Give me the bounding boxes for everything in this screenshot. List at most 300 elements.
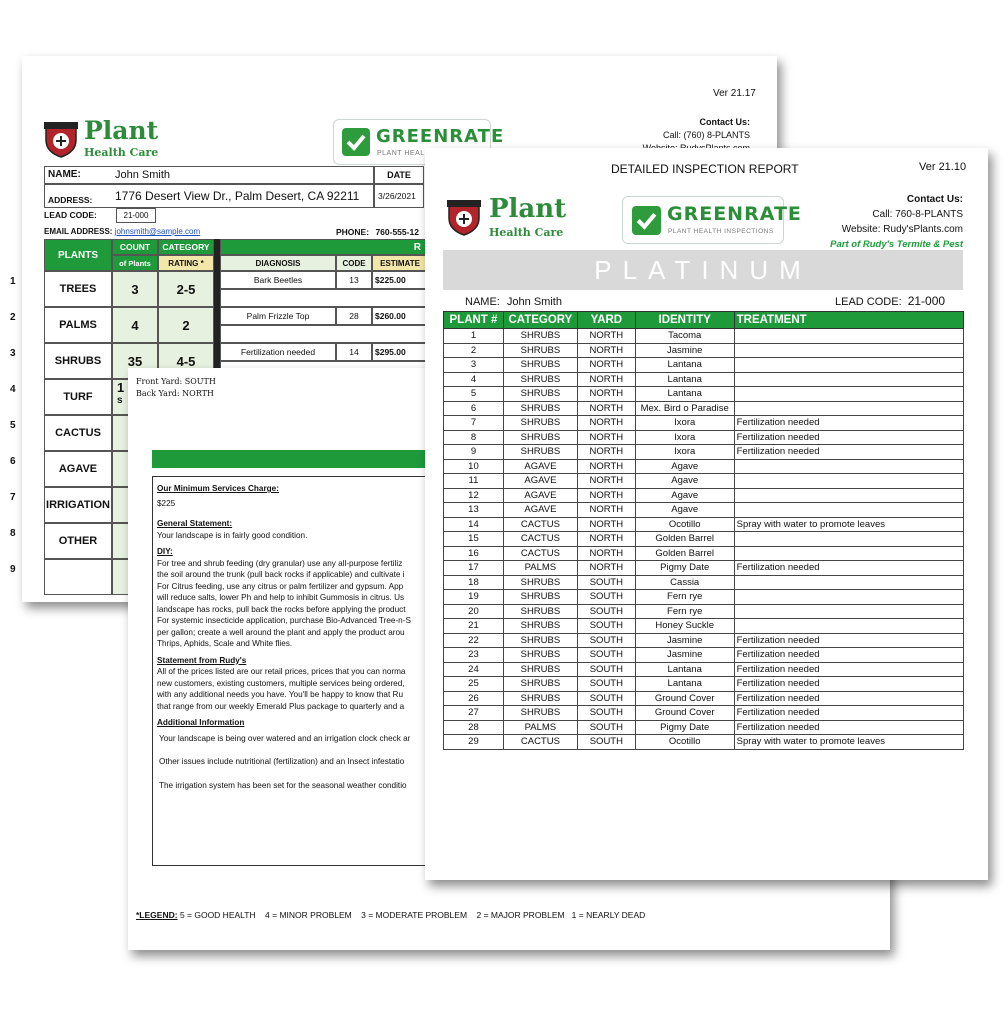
category-cell: SHRUBS xyxy=(503,677,577,692)
back-logo-sub: Health Care xyxy=(84,146,159,159)
yard-cell: NORTH xyxy=(577,474,635,489)
plant-number-cell: 5 xyxy=(444,387,504,402)
yard-cell: NORTH xyxy=(577,445,635,460)
plant-number-cell: 1 xyxy=(444,329,504,344)
diy-line: For tree and shrub feeding (dry granular) use any all-purpose fertiliz xyxy=(157,558,403,568)
identity-cell: Ocotillo xyxy=(635,735,734,750)
treatment-cell: Fertilization needed xyxy=(734,720,963,735)
table-row xyxy=(444,329,964,344)
col-plants: PLANTS xyxy=(44,239,112,271)
col-diagnosis: DIAGNOSIS xyxy=(220,255,336,271)
back-contact-call: Call: (760) 8-PLANTS xyxy=(662,130,750,140)
plant-count-cell: 35 xyxy=(112,343,158,379)
estimate-cell: $260.00 xyxy=(372,307,428,325)
table-row xyxy=(444,546,964,561)
identity-cell: Lantana xyxy=(635,358,734,373)
treatment-cell xyxy=(734,387,963,402)
date-row xyxy=(374,184,424,208)
table-row xyxy=(444,445,964,460)
category-cell: SHRUBS xyxy=(503,343,577,358)
plant-type-cell: TREES xyxy=(44,271,112,307)
plant-number-cell: 4 xyxy=(444,372,504,387)
blank-cell xyxy=(220,289,428,307)
table-row xyxy=(444,517,964,532)
code-cell: 28 xyxy=(336,307,372,325)
category-cell: SHRUBS xyxy=(503,619,577,634)
column-header: TREATMENT xyxy=(734,312,963,329)
category-cell: SHRUBS xyxy=(503,590,577,605)
diy-line: the soil around the trunk (pull back rocks if applicable) and cultivate i xyxy=(157,570,405,579)
date-header xyxy=(374,166,424,184)
table-row xyxy=(444,488,964,503)
plant-number-cell: 29 xyxy=(444,735,504,750)
plant-number-cell: 28 xyxy=(444,720,504,735)
code-cell: 14 xyxy=(336,343,372,361)
plant-type-cell: CACTUS xyxy=(44,415,112,451)
row-number: 2 xyxy=(10,312,16,323)
diagnosis-cell: Palm Frizzle Top xyxy=(220,307,336,325)
front-report-sheet xyxy=(425,148,988,880)
identity-cell: Mex. Bird o Paradise xyxy=(635,401,734,416)
email-link[interactable]: johnsmith@sample.com xyxy=(114,227,201,236)
phone-row xyxy=(336,227,419,237)
treatment-cell: Spray with water to promote leaves xyxy=(734,517,963,532)
table-row xyxy=(444,735,964,750)
front-company-logo xyxy=(447,196,577,242)
rating-cell: 2-5 xyxy=(158,271,214,307)
plant-number-cell: 20 xyxy=(444,604,504,619)
yard-cell: NORTH xyxy=(577,488,635,503)
yard-cell: NORTH xyxy=(577,358,635,373)
plant-number-cell: 11 xyxy=(444,474,504,489)
plant-number-cell: 23 xyxy=(444,648,504,663)
yard-cell: SOUTH xyxy=(577,706,635,721)
yard-cell: NORTH xyxy=(577,343,635,358)
treatment-cell: Spray with water to promote leaves xyxy=(734,735,963,750)
category-cell: SHRUBS xyxy=(503,416,577,431)
yard-orientation xyxy=(136,376,216,400)
additional-line: The irrigation system has been set for the seasonal weather conditio xyxy=(159,780,407,790)
plant-number-cell: 19 xyxy=(444,590,504,605)
identity-cell: Agave xyxy=(635,474,734,489)
diagnosis-cell: Fertilization needed xyxy=(220,343,336,361)
treatment-cell xyxy=(734,474,963,489)
turf-count-extra: s xyxy=(117,395,123,406)
category-cell: SHRUBS xyxy=(503,329,577,344)
treatment-cell xyxy=(734,503,963,518)
table-row xyxy=(444,532,964,547)
identity-cell: Agave xyxy=(635,459,734,474)
check-icon xyxy=(342,128,370,156)
table-row xyxy=(444,619,964,634)
diy-line: For systemic insecticide application, purchase Bio-Advanced Tree-n-S xyxy=(157,616,411,625)
category-cell: SHRUBS xyxy=(503,445,577,460)
rudys-badge-icon xyxy=(44,118,78,158)
treatment-cell xyxy=(734,575,963,590)
category-cell: SHRUBS xyxy=(503,604,577,619)
rudys-title: Statement from Rudy's xyxy=(157,655,247,665)
category-cell: SHRUBS xyxy=(503,372,577,387)
treatment-cell xyxy=(734,358,963,373)
table-row xyxy=(444,459,964,474)
table-row xyxy=(444,358,964,373)
diy-line: landscape has rocks, pull back the rocks before applying the product xyxy=(157,604,406,614)
blank-cell xyxy=(220,325,428,343)
legend xyxy=(136,910,645,920)
row-number: 4 xyxy=(10,384,16,395)
tier-banner: PLATINUM xyxy=(443,250,963,290)
category-cell: CACTUS xyxy=(503,735,577,750)
category-cell: SHRUBS xyxy=(503,648,577,663)
name-label: NAME: xyxy=(48,169,81,180)
table-row xyxy=(444,633,964,648)
front-name xyxy=(465,296,562,308)
yard-cell: SOUTH xyxy=(577,575,635,590)
treatment-cell: Fertilization needed xyxy=(734,691,963,706)
inspection-table-header xyxy=(444,312,964,329)
plant-number-cell: 14 xyxy=(444,517,504,532)
plant-number-cell: 3 xyxy=(444,358,504,373)
phone-label: PHONE: xyxy=(336,227,370,237)
identity-cell: Fern rye xyxy=(635,590,734,605)
yard-cell: NORTH xyxy=(577,517,635,532)
additional-line: Other issues include nutritional (fertilization) and an Insect infestatio xyxy=(159,757,405,766)
rudys-line: that range from our weekly Emerald Plus package to quarterly and a xyxy=(157,701,405,711)
yard-cell: NORTH xyxy=(577,532,635,547)
yard-cell: SOUTH xyxy=(577,691,635,706)
category-cell: SHRUBS xyxy=(503,691,577,706)
back-yard-text: Back Yard: NORTH xyxy=(136,389,214,398)
identity-cell: Ixora xyxy=(635,430,734,445)
plant-number-cell: 6 xyxy=(444,401,504,416)
treatment-cell xyxy=(734,343,963,358)
plant-number-cell: 10 xyxy=(444,459,504,474)
yard-cell: NORTH xyxy=(577,372,635,387)
inspection-table xyxy=(443,311,964,750)
front-name-label: NAME: xyxy=(465,296,500,308)
table-row xyxy=(444,430,964,445)
col-rating: RATING * xyxy=(158,255,214,271)
yard-cell: SOUTH xyxy=(577,604,635,619)
column-header: CATEGORY xyxy=(503,312,577,329)
rudys-badge-icon xyxy=(447,196,481,236)
row-number: 8 xyxy=(10,528,16,539)
plant-number-cell: 27 xyxy=(444,706,504,721)
category-cell: CACTUS xyxy=(503,517,577,532)
plant-count-cell: 3 xyxy=(112,271,158,307)
back-contact-title: Contact Us: xyxy=(699,117,750,127)
address-row xyxy=(44,184,374,208)
identity-cell: Ground Cover xyxy=(635,706,734,721)
identity-cell: Ground Cover xyxy=(635,691,734,706)
col-category: CATEGORY xyxy=(158,239,214,255)
identity-cell: Lantana xyxy=(635,662,734,677)
legend-text: 5 = GOOD HEALTH 4 = MINOR PROBLEM 3 = MODERATE PROBLEM 2 = MAJOR PROBLEM 1 = NEARLY DEAD xyxy=(179,910,646,920)
identity-cell: Agave xyxy=(635,503,734,518)
row-number: 1 xyxy=(10,276,16,287)
column-header: YARD xyxy=(577,312,635,329)
plant-type-cell: PALMS xyxy=(44,307,112,343)
general-text: Your landscape is in fairly good condition. xyxy=(157,530,308,540)
row-number: 6 xyxy=(10,456,16,467)
table-row xyxy=(444,677,964,692)
lead-label: LEAD CODE: xyxy=(44,210,97,220)
back-greenrate-text: GREENRATE xyxy=(376,126,505,147)
treatment-cell xyxy=(734,604,963,619)
plant-number-cell: 24 xyxy=(444,662,504,677)
front-lead-label: LEAD CODE: xyxy=(835,296,902,308)
diy-line: per gallon; create a well around the plant and apply the product arou xyxy=(157,627,405,637)
row-number: 7 xyxy=(10,492,16,503)
date-value: 3/26/2021 xyxy=(378,191,416,201)
column-header: IDENTITY xyxy=(635,312,734,329)
table-row xyxy=(444,503,964,518)
yard-cell: NORTH xyxy=(577,387,635,402)
front-greenrate-text: GREENRATE xyxy=(667,203,802,225)
diy-line: will reduce salts, lower Ph and help to inhibit Gummosis in citrus. Us xyxy=(157,593,405,602)
front-contact-call: Call: 760-8-PLANTS xyxy=(872,209,963,220)
plant-number-cell: 17 xyxy=(444,561,504,576)
back-logo-word: Plant xyxy=(84,116,159,145)
identity-cell: Tacoma xyxy=(635,329,734,344)
yard-cell: SOUTH xyxy=(577,662,635,677)
back-company-logo xyxy=(44,118,174,164)
yard-cell: SOUTH xyxy=(577,735,635,750)
col-count-sub: of Plants xyxy=(112,255,158,271)
front-greenrate-logo xyxy=(622,196,802,244)
additional-title: Additional Information xyxy=(157,718,245,727)
additional-line: Your landscape is being over watered and an irrigation clock check ar xyxy=(159,733,411,743)
category-cell: AGAVE xyxy=(503,488,577,503)
treatment-cell xyxy=(734,372,963,387)
yard-cell: NORTH xyxy=(577,561,635,576)
yard-cell: SOUTH xyxy=(577,590,635,605)
plant-number-cell: 18 xyxy=(444,575,504,590)
yard-cell: NORTH xyxy=(577,546,635,561)
plant-type-cell: OTHER xyxy=(44,523,112,559)
identity-cell: Cassia xyxy=(635,575,734,590)
yard-cell: NORTH xyxy=(577,416,635,431)
back-greenrate-sub: PLANT HEAL xyxy=(377,150,425,157)
plant-number-cell: 13 xyxy=(444,503,504,518)
table-row xyxy=(444,401,964,416)
front-name-value: John Smith xyxy=(506,296,562,308)
col-estimate: ESTIMATE xyxy=(372,255,428,271)
table-row xyxy=(444,575,964,590)
row-number: 5 xyxy=(10,420,16,431)
back-version: Ver 21.17 xyxy=(713,88,756,99)
yard-cell: SOUTH xyxy=(577,633,635,648)
treatment-cell xyxy=(734,590,963,605)
identity-cell: Jasmine xyxy=(635,633,734,648)
category-cell: SHRUBS xyxy=(503,706,577,721)
identity-cell: Golden Barrel xyxy=(635,532,734,547)
general-title: General Statement: xyxy=(157,519,233,528)
plant-number-cell: 8 xyxy=(444,430,504,445)
identity-cell: Fern rye xyxy=(635,604,734,619)
front-contact-part: Part of Rudy's Termite & Pest xyxy=(830,239,963,250)
legend-label: *LEGEND: xyxy=(136,910,178,920)
col-code: CODE xyxy=(336,255,372,271)
front-version: Ver 21.10 xyxy=(919,161,967,173)
plant-type-cell xyxy=(44,559,112,595)
category-cell: SHRUBS xyxy=(503,401,577,416)
table-row xyxy=(444,561,964,576)
diagnosis-cell: Bark Beetles xyxy=(220,271,336,289)
plant-type-cell: SHRUBS xyxy=(44,343,112,379)
min-charge-value: $225 xyxy=(157,498,176,508)
rudys-line: All of the prices listed are our retail prices, prices that you can norma xyxy=(157,667,406,676)
category-cell: AGAVE xyxy=(503,503,577,518)
plant-number-cell: 9 xyxy=(444,445,504,460)
address-label: ADDRESS: xyxy=(48,195,93,205)
col-r-header: R xyxy=(220,239,470,255)
column-header: PLANT # xyxy=(444,312,504,329)
front-logo-word: Plant xyxy=(489,194,567,224)
table-row xyxy=(444,662,964,677)
category-cell: SHRUBS xyxy=(503,633,577,648)
plant-number-cell: 25 xyxy=(444,677,504,692)
table-row xyxy=(444,648,964,663)
lead-value: 21-000 xyxy=(116,208,156,223)
treatment-cell xyxy=(734,546,963,561)
category-cell: PALMS xyxy=(503,561,577,576)
identity-cell: Golden Barrel xyxy=(635,546,734,561)
front-contact xyxy=(787,192,963,252)
treatment-cell: Fertilization needed xyxy=(734,706,963,721)
identity-cell: Lantana xyxy=(635,677,734,692)
treatment-cell: Fertilization needed xyxy=(734,648,963,663)
check-icon xyxy=(632,206,661,235)
table-row xyxy=(444,416,964,431)
yard-cell: SOUTH xyxy=(577,648,635,663)
rating-cell: 2 xyxy=(158,307,214,343)
row-number: 9 xyxy=(10,564,16,575)
plant-type-cell: AGAVE xyxy=(44,451,112,487)
yard-cell: NORTH xyxy=(577,430,635,445)
rating-cell: 4-5 xyxy=(158,343,214,379)
treatment-cell: Fertilization needed xyxy=(734,633,963,648)
treatment-cell: Fertilization needed xyxy=(734,561,963,576)
plant-type-cell: IRRIGATION xyxy=(44,487,112,523)
identity-cell: Pigmy Date xyxy=(635,561,734,576)
treatment-cell xyxy=(734,532,963,547)
treatment-cell xyxy=(734,401,963,416)
table-row xyxy=(444,720,964,735)
category-cell: AGAVE xyxy=(503,474,577,489)
table-row xyxy=(444,343,964,358)
plant-number-cell: 12 xyxy=(444,488,504,503)
treatment-cell: Fertilization needed xyxy=(734,430,963,445)
name-row xyxy=(44,166,374,184)
row-number: 3 xyxy=(10,348,16,359)
diy-title: DIY: xyxy=(157,547,173,556)
plant-number-cell: 7 xyxy=(444,416,504,431)
table-row xyxy=(444,474,964,489)
category-cell: SHRUBS xyxy=(503,387,577,402)
treatment-cell: Fertilization needed xyxy=(734,662,963,677)
identity-cell: Lantana xyxy=(635,372,734,387)
identity-cell: Ocotillo xyxy=(635,517,734,532)
phone-value: 760-555-12 xyxy=(375,227,419,237)
treatment-cell: Fertilization needed xyxy=(734,416,963,431)
plant-number-cell: 22 xyxy=(444,633,504,648)
yard-cell: NORTH xyxy=(577,503,635,518)
identity-cell: Honey Suckle xyxy=(635,619,734,634)
table-row xyxy=(444,590,964,605)
front-lead xyxy=(835,294,945,308)
front-lead-value: 21-000 xyxy=(907,294,946,308)
inspection-table-body xyxy=(444,329,964,750)
date-label: DATE xyxy=(387,170,411,180)
plant-count-cell: 4 xyxy=(112,307,158,343)
treatment-cell xyxy=(734,459,963,474)
plant-number-cell: 16 xyxy=(444,546,504,561)
identity-cell: Pigmy Date xyxy=(635,720,734,735)
address-value: 1776 Desert View Dr., Palm Desert, CA 92211 xyxy=(115,189,360,203)
turf-count: 1 xyxy=(117,380,125,395)
plant-number-cell: 26 xyxy=(444,691,504,706)
table-row xyxy=(444,372,964,387)
yard-cell: NORTH xyxy=(577,329,635,344)
front-yard-text: Front Yard: SOUTH xyxy=(136,377,216,386)
identity-cell: Jasmine xyxy=(635,648,734,663)
identity-cell: Ixora xyxy=(635,416,734,431)
treatment-cell xyxy=(734,619,963,634)
identity-cell: Agave xyxy=(635,488,734,503)
plant-number-cell: 21 xyxy=(444,619,504,634)
plant-type-cell: TURF xyxy=(44,379,112,415)
category-cell: SHRUBS xyxy=(503,662,577,677)
yard-cell: NORTH xyxy=(577,459,635,474)
col-count: COUNT xyxy=(112,239,158,255)
rudys-line: new customers, existing customers, multiple services being ordered, xyxy=(157,678,405,688)
diy-line: For Citrus feeding, use any citrus or palm fertilizer and gypsum. App xyxy=(157,581,404,591)
table-row xyxy=(444,604,964,619)
plant-number-cell: 2 xyxy=(444,343,504,358)
rudys-line: with any additional needs you have. You'll be happy to know that Ru xyxy=(157,690,403,699)
front-contact-title: Contact Us: xyxy=(906,194,963,205)
category-cell: SHRUBS xyxy=(503,358,577,373)
treatment-cell: Fertilization needed xyxy=(734,677,963,692)
table-row xyxy=(444,706,964,721)
yard-cell: SOUTH xyxy=(577,677,635,692)
category-cell: CACTUS xyxy=(503,532,577,547)
identity-cell: Ixora xyxy=(635,445,734,460)
name-value: John Smith xyxy=(115,169,171,181)
code-cell: 13 xyxy=(336,271,372,289)
category-cell: PALMS xyxy=(503,720,577,735)
table-row xyxy=(444,387,964,402)
treatment-cell xyxy=(734,329,963,344)
treatment-cell: Fertilization needed xyxy=(734,445,963,460)
identity-cell: Jasmine xyxy=(635,343,734,358)
yard-cell: SOUTH xyxy=(577,720,635,735)
diy-line: Thrips, Aphids, Scale and White flies. xyxy=(157,639,293,648)
identity-cell: Lantana xyxy=(635,387,734,402)
category-cell: AGAVE xyxy=(503,459,577,474)
estimate-cell: $225.00 xyxy=(372,271,428,289)
email-row xyxy=(44,227,200,236)
estimate-cell: $295.00 xyxy=(372,343,428,361)
treatment-cell xyxy=(734,488,963,503)
front-logo-sub: Health Care xyxy=(489,226,564,239)
report-title: DETAILED INSPECTION REPORT xyxy=(611,162,799,176)
category-cell: CACTUS xyxy=(503,546,577,561)
yard-cell: SOUTH xyxy=(577,619,635,634)
min-charge-title: Our Minimum Services Charge: xyxy=(157,484,279,493)
yard-cell: NORTH xyxy=(577,401,635,416)
